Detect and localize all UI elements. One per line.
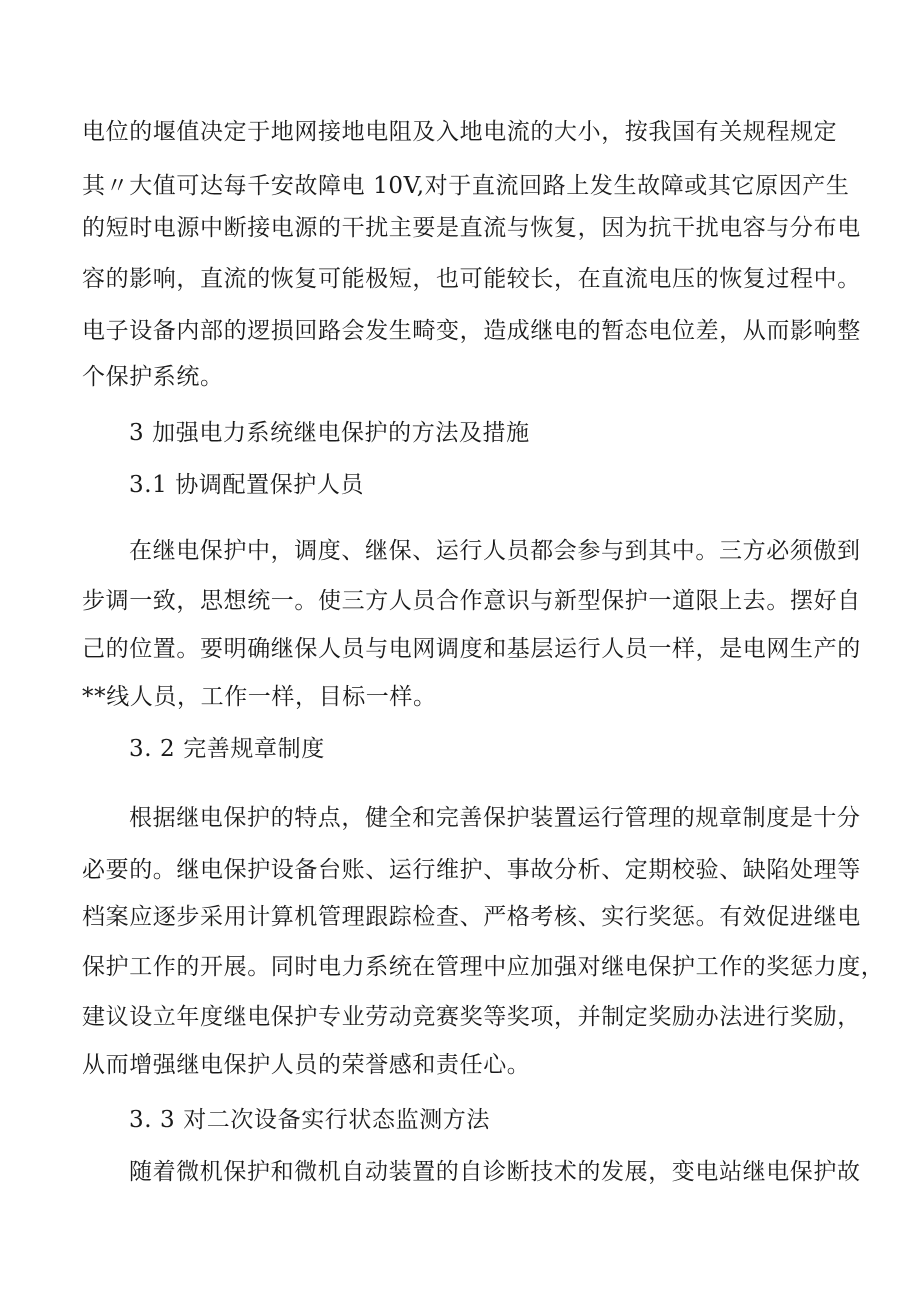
paragraph-line: **线人员，工作一样，目标一样。	[82, 684, 437, 710]
paragraph-line: 必要的。继电保护设备台账、运行维护、事故分析、定期校验、缺陷处理等	[82, 857, 861, 883]
paragraph-line: 的短时电源中断接电源的干扰主要是直流与恢复，因为抗干扰电容与分布电	[82, 215, 861, 241]
paragraph-line: 建议设立年度继电保护专业劳动竞赛奖等奖项，并制定奖励办法进行奖励，	[82, 1004, 861, 1030]
paragraph-line: 己的位置。要明确继保人员与电网调度和基层运行人员一样，是电网生产的	[82, 636, 861, 662]
subsection-heading: 3. 2 完善规章制度	[129, 736, 325, 762]
paragraph-line: 步调一致，思想统一。使三方人员合作意识与新型保护一道限上去。摆好自	[82, 588, 861, 614]
paragraph-line: 电位的堰值决定于地网接地电阻及入地电流的大小，按我国有关规程规定	[82, 119, 838, 145]
paragraph-line: 随着微机保护和微机自动装置的自诊断技术的发展，变电站继电保护故	[129, 1159, 861, 1185]
paragraph-line: 根据继电保护的特点，健全和完善保护装置运行管理的规章制度是十分	[129, 805, 861, 831]
section-heading: 3 加强电力系统继电保护的方法及措施	[129, 420, 530, 446]
paragraph-line: 档案应逐步采用计算机管理跟踪检查、严格考核、实行奖惩。有效促进继电	[82, 904, 861, 930]
subsection-heading: 3.1 协调配置保护人员	[129, 472, 365, 498]
paragraph-line: 容的影响，直流的恢复可能极短，也可能较长，在直流电压的恢复过程中。	[82, 266, 861, 292]
paragraph-line: 在继电保护中，调度、继保、运行人员都会参与到其中。三方必须傲到	[129, 538, 861, 564]
subsection-heading: 3. 3 对二次设备实行状态监测方法	[129, 1107, 490, 1133]
paragraph-line: 从而增强继电保护人员的荣誉感和责任心。	[82, 1052, 531, 1078]
paragraph-line: 保护工作的开展。同时电力系统在管理中应加强对继电保护工作的奖惩力度，	[82, 954, 885, 980]
paragraph-line: 个保护系统。	[82, 364, 224, 390]
paragraph-line: 电子设备内部的逻损回路会发生畸变，造成继电的暂态电位差，从而影响整	[82, 318, 861, 344]
paragraph-line: 其〃大值可达每千安故障电 10V,对于直流回路上发生故障或其它原因产生	[82, 173, 850, 199]
